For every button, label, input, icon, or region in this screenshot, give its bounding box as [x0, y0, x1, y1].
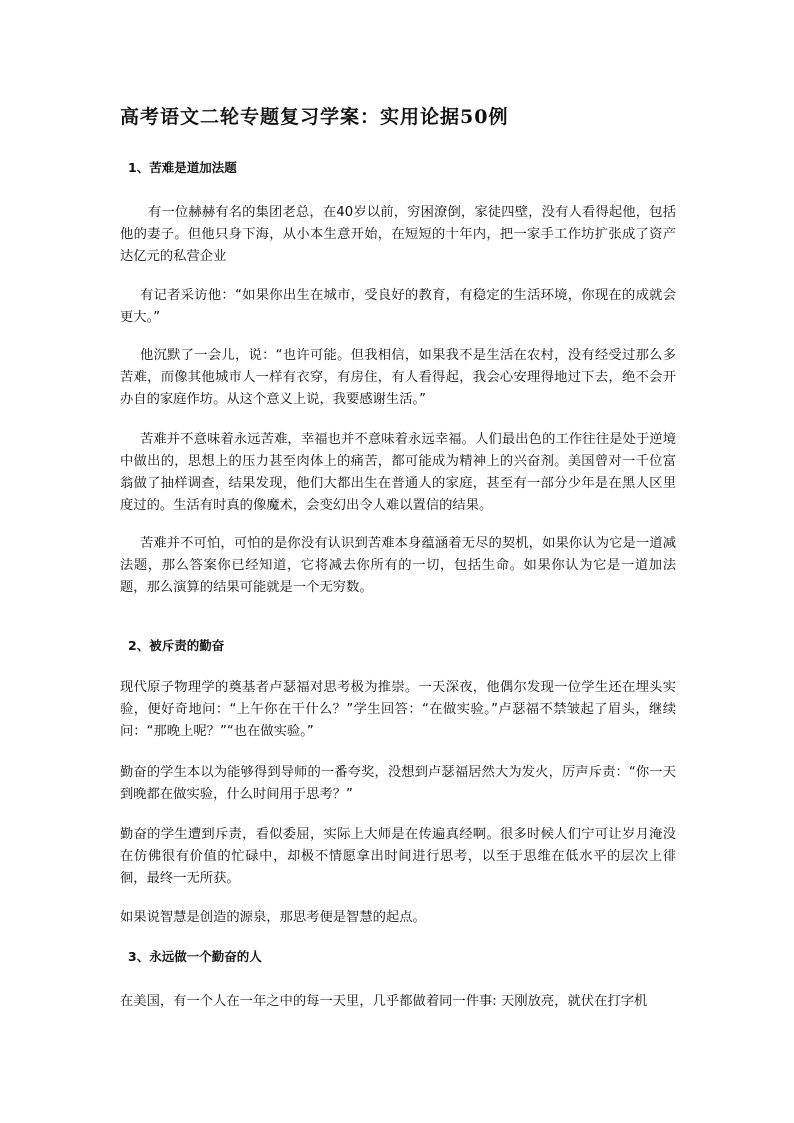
paragraph-2-4: 如果说智慧是创造的源泉，那思考便是智慧的起点。 — [120, 910, 426, 925]
paragraph-1-4: 苦难并不意味着永远苦难，幸福也并不意味着永远幸福。人们最出色的工作往往是处于逆境中做出的，思想上的压力甚至肉体上的痛苦，都可能成为精神上的兴奋剂。美国曾对一千位富翁做了抽样调查，结果发现，他们大都出生在普通人的家庭，甚至有一部分少年是在黑人区里度过的。生活有时真的像魔术，会变幻出令人难以置信的结果。 — [120, 432, 676, 513]
paragraph-2-2: 勤奋的学生本以为能够得到导师的一番夸奖，没想到卢瑟福居然大为发火，厉声斥责：“你一天到晚都在做实验，什么时间用于思考？” — [120, 765, 676, 802]
paragraph-1-2: 有记者采访他：“如果你出生在城市，受良好的教育，有稳定的生活环境，你现在的成就会更大。” — [120, 288, 676, 325]
paragraph-1-5: 苦难并不可怕，可怕的是你没有认识到苦难本身蕴涵着无尽的契机，如果你认为它是一道减法题，那么答案你已经知道，它将减去你所有的一切，包括生命。如果你认为它是一道加法题，那么演算的结果可能就是一个无穷数。 — [120, 536, 676, 595]
paragraph-1-1: 有一位赫赫有名的集团老总，在40岁以前，穷困潦倒，家徒四壁，没有人看得起他，包括他的妻子。但他只身下海，从小本生意开始，在短短的十年内，把一家手工作坊扩张成了资产达亿元的私营企业 — [120, 205, 676, 264]
section-heading-1: 1、苦难是道加法题 — [128, 160, 237, 175]
paragraph-3-1: 在美国，有一个人在一年之中的每一天里，几乎都做着同一件事: 天刚放亮，就伏在打字机 — [120, 994, 648, 1009]
document-title: 高考语文二轮专题复习学案：实用论据50例 — [120, 106, 509, 128]
section-heading-2: 2、被斥责的勤奋 — [128, 638, 225, 653]
paragraph-2-1: 现代原子物理学的奠基者卢瑟福对思考极为推崇。一天深夜，他偶尔发现一位学生还在埋头实验，便好奇地问：“上午你在干什么？”学生回答：“在做实验。”卢瑟福不禁皱起了眉头，继续问：“那晚上呢？”“也在做实验。” — [120, 680, 676, 739]
section-heading-3: 3、永远做一个勤奋的人 — [128, 949, 262, 964]
paragraph-1-3: 他沉默了一会儿，说：“也许可能。但我相信，如果我不是生活在农村，没有经受过那么多苦难，而像其他城市人一样有衣穿，有房住，有人看得起，我会心安理得地过下去，绝不会开办自的家庭作坊。从这个意义上说，我要感谢生活。” — [120, 348, 676, 407]
paragraph-2-3: 勤奋的学生遭到斥责，看似委屈，实际上大师是在传遍真经啊。很多时候人们宁可让岁月淹没在仿佛很有价值的忙碌中，却极不情愿拿出时间进行思考，以至于思维在低水平的层次上徘徊，最终一无所获。 — [120, 827, 676, 886]
